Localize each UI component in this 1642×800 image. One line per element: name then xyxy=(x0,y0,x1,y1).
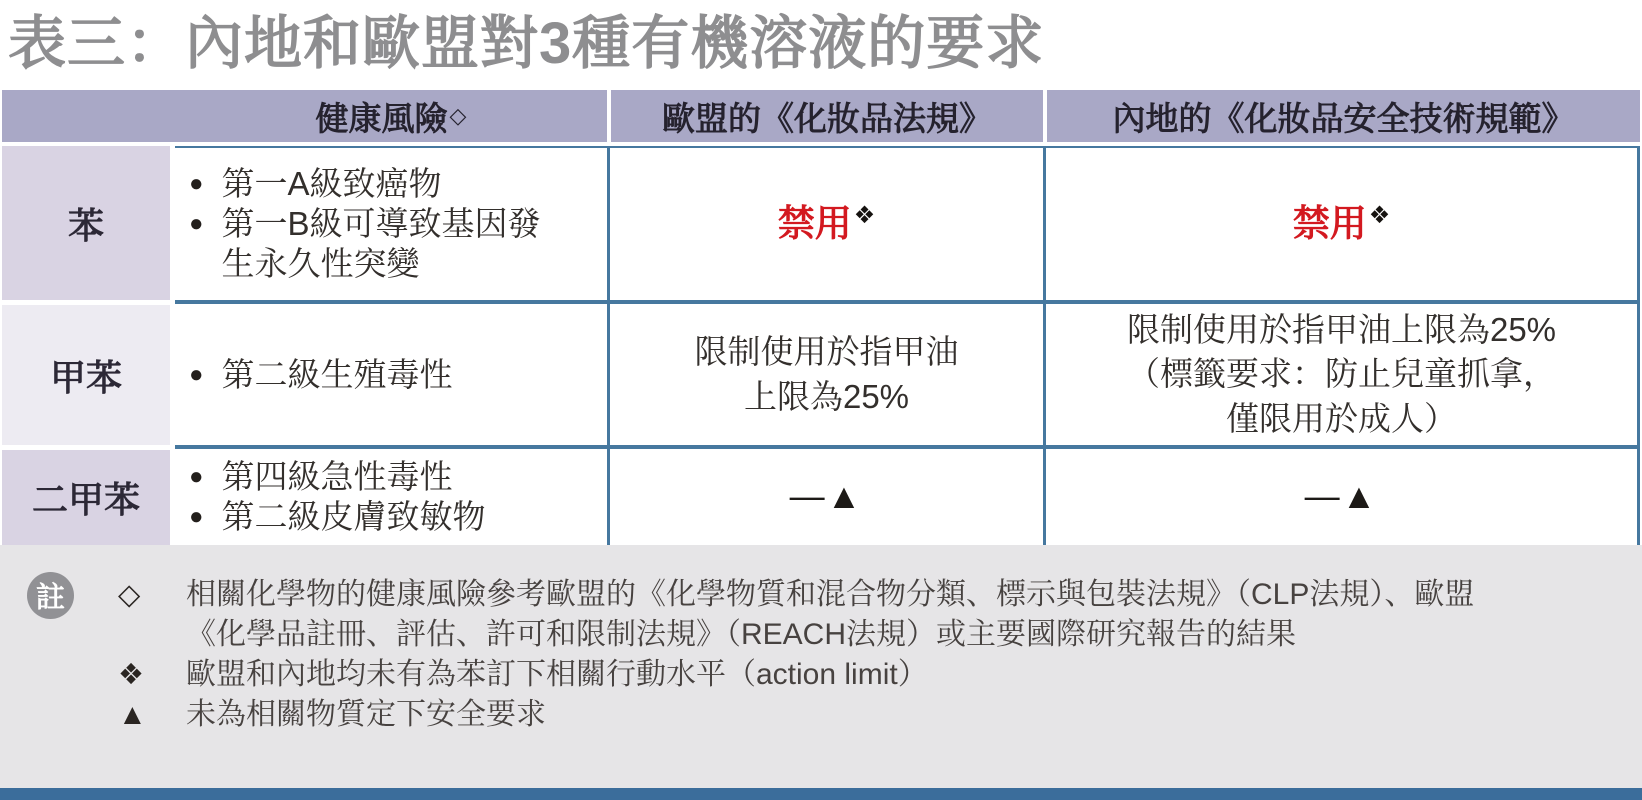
header-eu-label: 歐盟的《化妝品法規》 xyxy=(662,99,992,137)
page-title: 表三：內地和歐盟對3種有機溶液的要求 xyxy=(8,11,1045,76)
header-mainland-label: 內地的《化妝品安全技術規範》 xyxy=(1112,99,1575,137)
no-requirement-marker-icon: —▲ xyxy=(1304,477,1379,517)
substance-label: 苯 xyxy=(67,204,104,246)
header-risk-label: 健康風險 xyxy=(315,99,448,137)
bullet-icon: ● xyxy=(189,210,204,237)
note-item xyxy=(118,695,1588,735)
triangle-marker-icon: ▲ xyxy=(118,699,147,731)
note-item xyxy=(118,655,1588,695)
banned-label: 禁用❖ xyxy=(777,201,876,245)
no-requirement-marker-icon: —▲ xyxy=(789,477,864,517)
diamond-marker-icon: ◇ xyxy=(118,579,141,611)
four-diamond-marker-icon: ❖ xyxy=(853,201,876,229)
mainland-cell-benzene xyxy=(1043,146,1640,300)
header-mainland-cell xyxy=(1043,90,1640,146)
restriction-line: 限制使用於指甲油上限為25% xyxy=(1126,310,1557,348)
risk-text: 第二級生殖毒性 xyxy=(221,355,453,393)
restriction-line: 僅限用於成人） xyxy=(1226,399,1457,437)
substance-cell-toluene xyxy=(2,300,175,445)
risk-bullet xyxy=(189,457,453,497)
bullet-icon: ● xyxy=(189,463,204,490)
four-diamond-marker-icon: ❖ xyxy=(1368,201,1391,229)
risk-text: 第一A級致癌物 xyxy=(221,165,442,202)
risk-bullet xyxy=(189,497,486,537)
substance-label: 甲苯 xyxy=(49,356,122,398)
bullet-icon: ● xyxy=(189,360,204,388)
notes-section xyxy=(0,545,1642,788)
mainland-cell-toluene xyxy=(1043,300,1640,445)
bullet-icon: ● xyxy=(189,503,204,530)
bullet-icon: ● xyxy=(189,170,204,197)
risk-text: 第四級急性毒性 xyxy=(221,458,453,495)
restriction-line: （標籤要求：防止兒童抓拿， xyxy=(1127,355,1556,393)
restriction-line: 限制使用於指甲油 xyxy=(694,332,959,370)
bottom-bar xyxy=(0,788,1642,800)
risk-text: 第一B級可導致基因發生永久性突變 xyxy=(221,205,541,282)
substance-cell-benzene xyxy=(2,146,175,300)
note-item xyxy=(118,575,1588,655)
eu-cell-benzene xyxy=(607,146,1043,300)
eu-cell-toluene xyxy=(607,300,1043,445)
restriction-line: 上限為25% xyxy=(743,377,910,415)
risk-cell-toluene xyxy=(175,300,607,445)
eu-cell-xylene xyxy=(607,445,1043,545)
requirements-table xyxy=(2,90,1640,545)
note-list xyxy=(118,575,1588,735)
banned-label: 禁用❖ xyxy=(1292,201,1391,245)
risk-bullet xyxy=(189,204,572,284)
risk-bullet xyxy=(189,164,442,204)
mainland-cell-xylene xyxy=(1043,445,1640,545)
header-risk-cell: 健康風險 ◇ xyxy=(2,90,607,146)
note-text: 歐盟和內地均未有為苯訂下相關行動水平（action limit） xyxy=(186,658,928,691)
risk-text: 第二級皮膚致敏物 xyxy=(221,498,486,535)
substance-label: 二甲苯 xyxy=(31,479,140,520)
four-diamond-marker-icon: ❖ xyxy=(118,659,144,691)
header-eu-cell xyxy=(607,90,1043,146)
risk-cell-xylene xyxy=(175,445,607,545)
risk-cell-benzene xyxy=(175,146,607,300)
risk-bullet xyxy=(189,355,453,395)
note-text: 相關化學物的健康風險參考歐盟的《化學物質和混合物分類、標示與包裝法規》（CLP法規）、歐盟《化學品註冊、評估、許可和限制法規》（REACH法規）或主要國際研究報告的結果 xyxy=(186,578,1475,651)
substance-cell-xylene xyxy=(2,445,175,545)
note-badge: 註 xyxy=(27,572,74,619)
note-text: 未為相關物質定下安全要求 xyxy=(186,698,546,731)
